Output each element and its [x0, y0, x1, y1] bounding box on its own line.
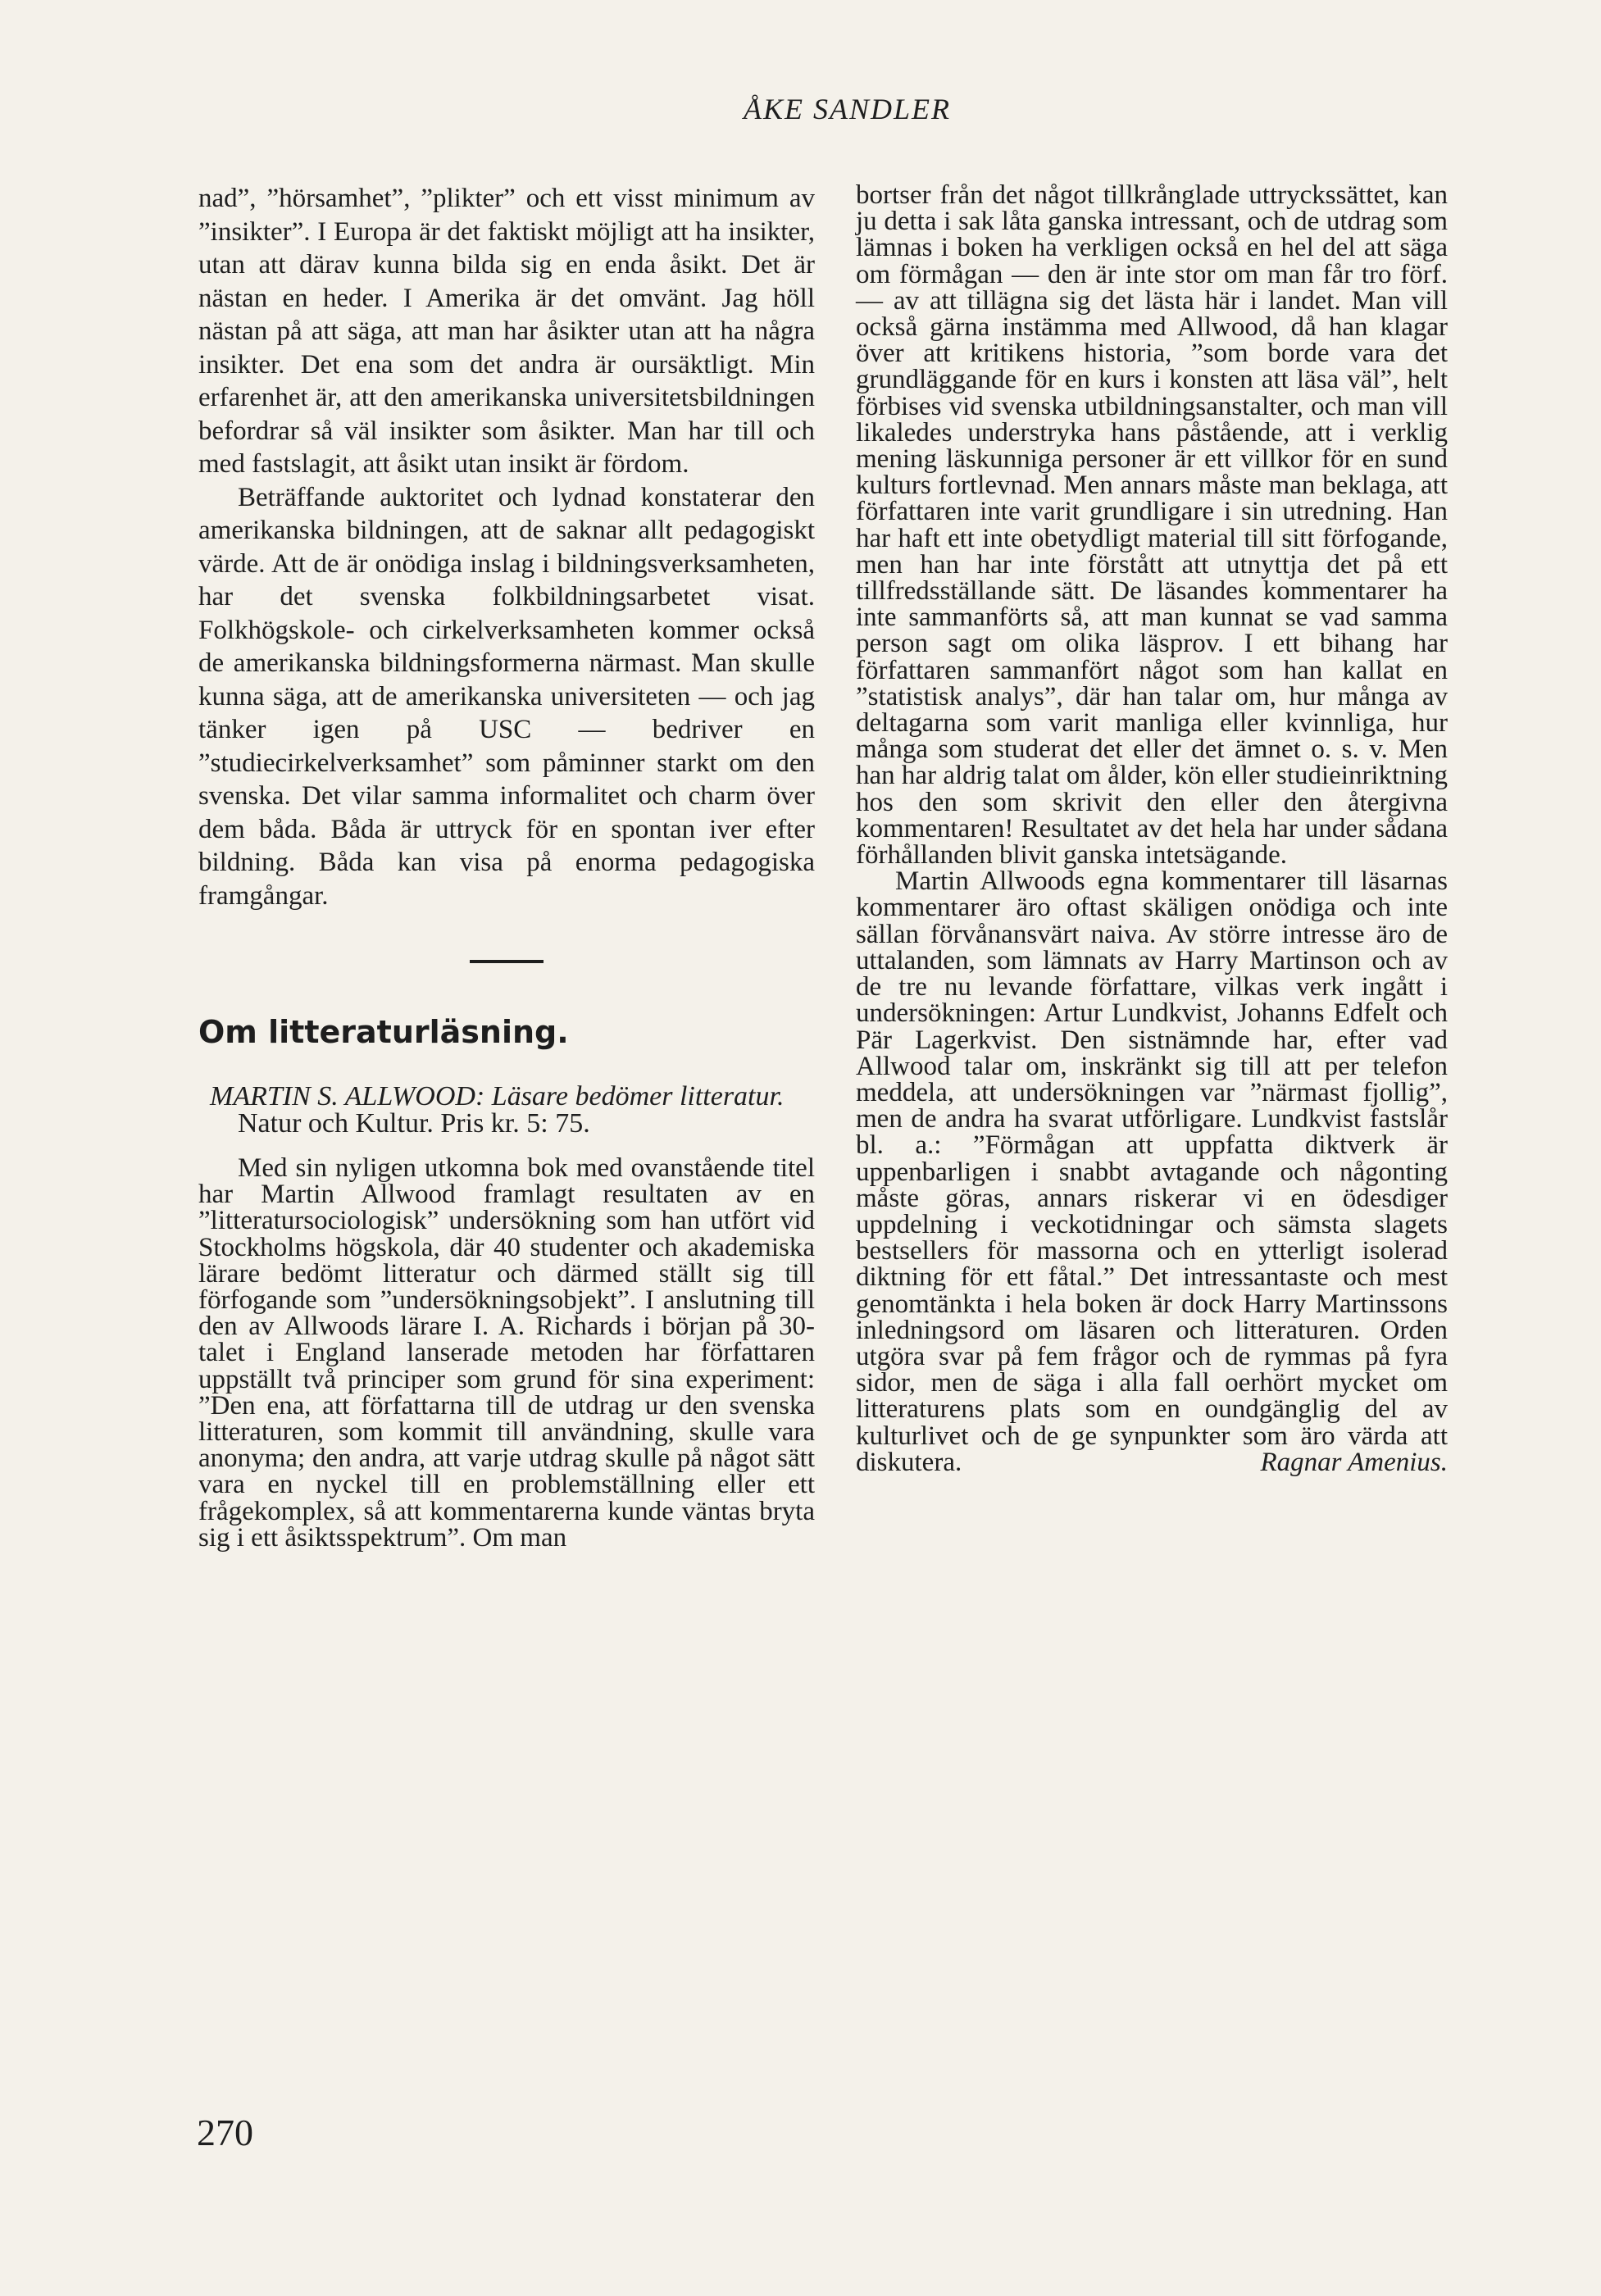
right-column	[856, 182, 1448, 1475]
page-number: 270	[197, 2112, 253, 2153]
book-reference-publisher: Natur och Kultur. Pris kr. 5: 75.	[238, 1108, 590, 1139]
left-column	[198, 182, 815, 1551]
section-divider	[470, 960, 544, 963]
left-paragraph-3: Med sin nyligen utkomna bok med ovanstående titel har Martin Allwood framlagt resultaten av en ”litteratursociologisk” undersökning som han utfört vid Stockholms högskola, där 40 studenter och akademiska lärare bedömt litteratur och därmed ställt sig till förfogande som ”undersökningsobjekt”. I anslutning till den av Allwoods lärare I. A. Richards i början på 30-talet i England lanserade metoden har författaren uppställt två principer som grund för sina experiment: ”Den ena, att författarna till de utdrag ur den svenska litteraturen, som kommit till användning, skulle vara anonyma; den andra, att varje utdrag skulle på något sätt vara en nyckel till en problemställning eller ett frågekomplex, så att kommentarerna kunde väntas bryta sig i ett åsiktsspektrum”. Om man	[198, 1153, 815, 1553]
right-paragraph-1: bortser från det något tillkrånglade uttryckssättet, kan ju detta i sak låta ganska intressant, och de utdrag som lämnas i boken ha verkligen också en hel del att säga om förmågan — den är inte stor om man får tro förf. — av att tillägna sig det lästa här i landet. Man vill också gärna instämma med Allwood, då han klagar över att kritikens historia, ”som borde vara det grundläggande för en kurs i konsten att läsa väl”, helt förbises vid svenska utbildningsanstalter, och man vill likaledes understryka hans påstående, att i verklig mening läskunniga personer är ett villkor för en sund kulturs fortlevnad. Men annars måste man beklaga, att författaren inte varit grundligare i sin utredning. Han har haft ett inte obetydligt material till sitt förfogande, men han har inte förstått att utnyttja det på ett tillfredsställande sätt. De läsandes kommentarer ha inte sammanförts så, att man kunnat se vad samma person sagt om olika läsprov. I ett bihang har författaren sammanfört något som han kallat en ”statistisk analys”, där han talar om, hur många av deltagarna som varit manliga eller kvinnliga, hur många som studerat det eller det ämnet o. s. v. Men han har aldrig talat om ålder, kön eller studieinriktning hos den som skrivit den eller den återgivna kommentaren! Resultatet av det hela har under sådana förhållanden blivit ganska intetsägande.	[856, 180, 1448, 871]
section-heading: Om litteraturläsning.	[198, 1014, 569, 1050]
right-paragraph-2-text: Martin Allwoods egna kommentarer till läsarnas kommentarer äro oftast skäligen onödiga och inte sällan förvånansvärt naiva. Av större intresse äro de uttalanden, som lämnats av Harry Martinson och av de tre nu levande författare, vilkas verk ingått i undersökningen: Artur Lundkvist, Johanns Edfelt och Pär Lagerkvist. Den sistnämnde har, efter vad Allwood talar om, inskränkt sig till att per telefon meddela, att undersökningen var ”närmast fjollig”, men de andra ha svarat utförligare. Lundkvist fastslår bl. a.: ”Förmågan att uppfatta diktverk är uppenbarligen i snabbt avtagande och någonting måste göras, annars riskerar vi en ödesdiger uppdelning i veckotidningar och sämsta slagets bestsellers för massorna och en ytterligt isolerad diktning för ett fåtal.” Det intressantaste och mest genomtänkta i hela boken är dock Harry Martinssons inledningsord om läsaren och litteraturen. Orden utgöra svar på fem frågor och de rymmas på fyra sidor, men de säga i alla fall oerhört mycket om litteraturens plats som en oundgänglig del av kulturlivet och de ge synpunkter som äro värda att diskutera.	[856, 866, 1448, 1477]
book-reference	[198, 1083, 815, 1137]
book-reference-author-title: MARTIN S. ALLWOOD: Läsare bedömer litteratur.	[210, 1081, 785, 1112]
left-paragraph-1: nad”, ”hörsamhet”, ”plikter” och ett visst minimum av ”insikter”. I Europa är det faktiskt möjligt att ha insikter, utan att därav kunna bilda sig en enda åsikt. Det är nästan en heder. I Amerika är det omvänt. Jag höll nästan på att säga, att man har åsikter utan att ha några insikter. Det ena som det andra är oursäktligt. Min erfarenhet är, att den amerikanska universitetsbildningen befordrar så väl insikter som åsikter. Man har till och med fastslagit, att åsikt utan insikt är fördom.	[198, 184, 815, 479]
running-head: ÅKE SANDLER	[744, 93, 951, 125]
left-paragraph-2: Beträffande auktoritet och lydnad konstaterar den amerikanska bildningen, att de saknar allt pedagogiskt värde. Att de är onödiga inslag i bildningsverksamheten, har det svenska folkbildningsarbetet visat. Folkhögskole- och cirkelverksamheten kommer också de amerikanska bildningsformerna närmast. Man skulle kunna säga, att de amerikanska universiteten — och jag tänker igen på USC — bedriver en ”studiecirkelverksamhet” som påminner starkt om den svenska. Det vilar samma informalitet och charm över dem båda. Båda är uttryck för en spontan iver efter bildning. Båda kan visa på enorma pedagogiska framgångar.	[198, 482, 815, 911]
right-paragraph-2	[856, 868, 1448, 1475]
author-signature: Ragnar Amenius.	[1260, 1447, 1448, 1477]
